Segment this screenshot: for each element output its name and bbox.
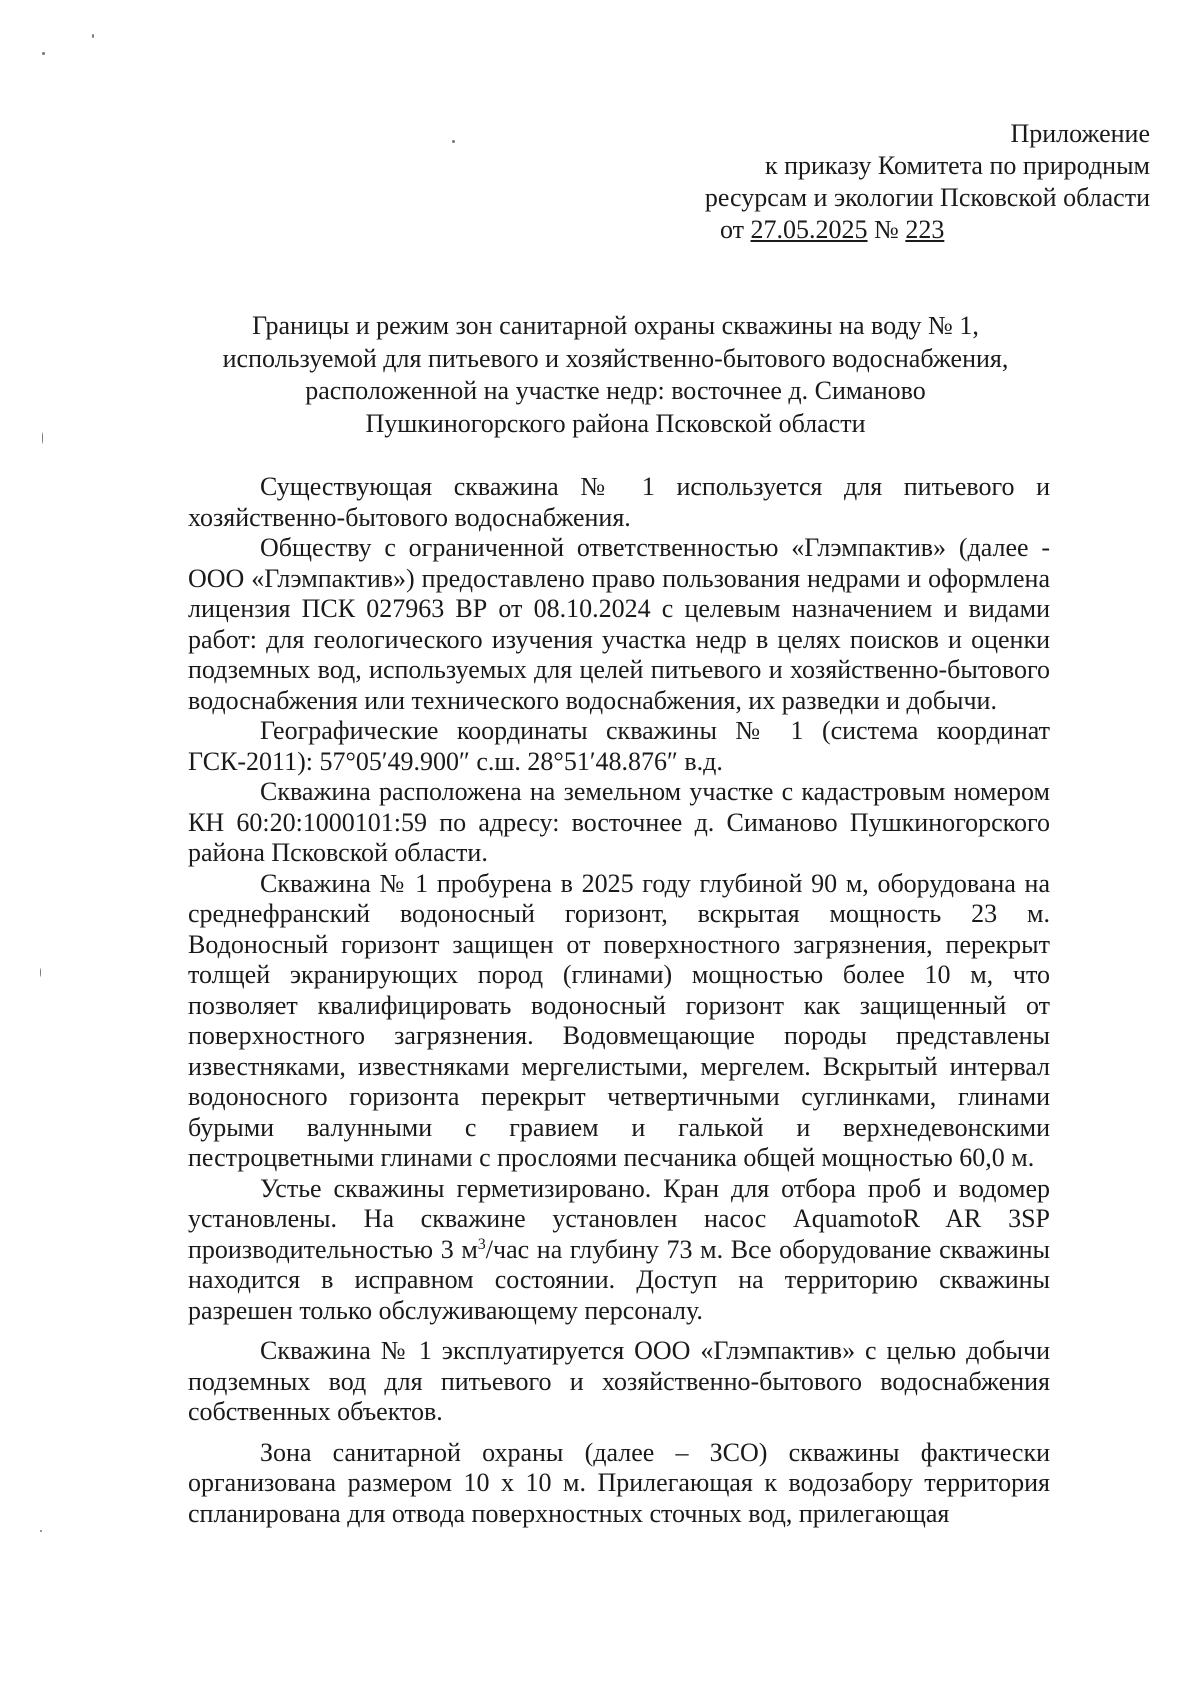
document-body xyxy=(188,472,1050,1529)
scan-speck xyxy=(40,1530,42,1532)
order-date: 27.05.2025 xyxy=(750,215,868,244)
paragraph-land-plot: Скважина расположена на земельном участке с кадастровым номером КН 60:20:1000101:59 по адресу: восточнее д. Симаново Пушкиногорского района Псковской области. xyxy=(188,777,1050,867)
paragraph-well-description: Скважина № 1 пробурена в 2025 году глубиной 90 м, оборудована на среднефранский водоносный горизонт, вскрытая мощность 23 м. Водоносный горизонт защищен от поверхностного загрязнения, перекрыт толщей экранирующих пород (глинами) мощностью более 10 м, что позволяет квалифицировать водоносный горизонт как защищенный от поверхностного загрязнения. Водовмещающие породы представлены известняками, известняками мергелистыми, мергелем. Вскрытый интервал водоносного горизонта перекрыт четвертичными суглинками, глинами бурыми валунными с гравием и галькой и верхнедевонскими пестроцветными глинами с прослоями песчаника общей мощностью 60,0 м. xyxy=(188,868,1050,1172)
scan-speck xyxy=(452,140,455,143)
cubic-superscript: 3 xyxy=(477,1235,486,1253)
paragraph-sanitary-zone: Зона санитарной охраны (далее – ЗСО) скважины фактически организована размером 10 х 10 м. Прилегающая к водозабору территория спланирована для отвода поверхностных сточных вод, прилегающая xyxy=(188,1437,1050,1528)
scan-speck xyxy=(42,432,43,444)
paragraph-operation: Скважина № 1 эксплуатируется ООО «Глэмпактив» с целью добычи подземных вод для питьевого и хозяйственно-бытового водоснабжения собственных объектов. xyxy=(188,1336,1050,1426)
title-line-2: используемой для питьевого и хозяйственно-бытового водоснабжения, xyxy=(222,343,1009,373)
order-prefix: от xyxy=(720,215,751,244)
scan-speck xyxy=(40,968,41,977)
paragraph-coordinates: Географические координаты скважины № 1 (система координат ГСК-2011): 57°05′49.900″ с.ш. 28°51′48.876″ в.д. xyxy=(188,716,1050,776)
paragraph-existing-well: Существующая скважина № 1 используется для питьевого и хозяйственно-бытового водоснабжения. xyxy=(188,472,1050,532)
paragraph-license: Обществу с ограниченной ответственностью «Глэмпактив» (далее - ООО «Глэмпактив») предоставлено право пользования недрами и оформлена лицензия ПСК 027963 ВР от 08.10.2024 с целевым назначением и видами работ: для геологического изучения участка недр в целях поисков и оценки подземных вод, используемых для целей питьевого и хозяйственно-бытового водоснабжения или технического водоснабжения, их разведки и добычи. xyxy=(188,533,1050,715)
equipment-text-a: Устье скважины герметизировано. Кран для отбора проб и водомер установлены. На скважине установлен насос AquamotoR AR 3SP производительностью 3 м xyxy=(188,1173,1050,1264)
scan-speck xyxy=(92,34,94,38)
document-title xyxy=(178,310,1053,440)
appendix-header xyxy=(590,118,1150,246)
order-number-sign: № xyxy=(867,215,906,244)
title-line-4: Пушкиногорского района Псковской области xyxy=(365,408,866,438)
equipment-text-b: /час на глубину 73 м. Все оборудование скважины находится в исправном состоянии. Доступ на территорию скважины разрешен только обслуживающему персоналу. xyxy=(188,1234,1050,1325)
order-number: 223 xyxy=(905,215,945,244)
appendix-label: Приложение xyxy=(1010,119,1150,148)
scan-speck xyxy=(42,52,45,55)
title-line-3: расположенной на участке недр: восточнее д. Симаново xyxy=(305,376,926,405)
order-date-number xyxy=(590,214,1150,246)
title-line-1: Границы и режим зон санитарной охраны скважины на воду № 1, xyxy=(252,311,979,340)
appendix-order-ref: к приказу Комитета по природным xyxy=(764,151,1150,180)
appendix-committee: ресурсам и экологии Псковской области xyxy=(704,183,1150,212)
paragraph-equipment xyxy=(188,1174,1050,1327)
